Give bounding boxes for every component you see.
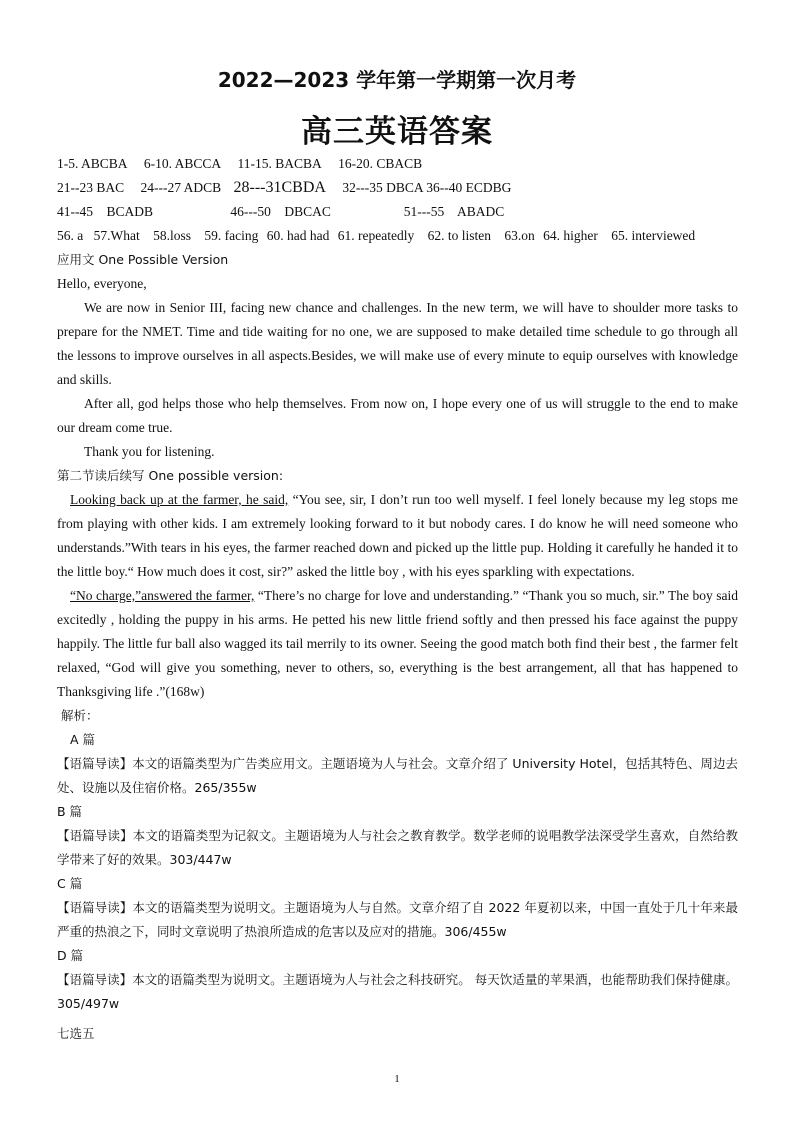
answer-title: 高三英语答案: [301, 114, 493, 150]
answer-item: 56. a: [57, 228, 84, 243]
answer-item: 64. higher: [543, 228, 598, 243]
section-d-text: 【语篇导读】本文的语篇类型为说明文。主题语境为人与社会之科技研究。 每天饮适量的苹果酒，也能帮助我们保持健康。305/497w: [57, 972, 738, 1011]
exam-title: 2022—2023 学年第一学期第一次月考: [217, 68, 577, 92]
seven-choose-five-label: 七选五: [57, 1026, 95, 1041]
writing1-paragraph-1: We are now in Senior III, facing new chance and challenges. In the new term, we will have to shoulder more tasks to prepare for the NMET. Time and tide waiting for no one, we are supposed to make detailed time schedule to go through all the lessons to improve ourselves in all aspects.Besides, we will make use of every minute to equip ourselves with knowledge and skills.: [57, 300, 738, 387]
answer-row-4: [57, 224, 738, 248]
analysis-label: 解析：: [61, 708, 99, 723]
paragraph-text: “There’s no charge for love and understanding.” “Thank you so much, sir.” The boy said excitedly , holding the puppy in his arms. He petted his new little friend softly and then pressed his face against the puppy happily. The little fur ball also wagged its tail merrily to its owner. Seeing the good match both find their best , the farmer felt relaxed, “God will give you something, never to others, so, everything is the best arrangement, all that has happened to Thanksgiving life .”(168w): [57, 588, 738, 699]
section-c-text: 【语篇导读】本文的语篇类型为说明文。主题语境为人与自然。文章介绍了自 2022 年夏初以来，中国一直处于几十年来最严重的热浪之下，同时文章说明了热浪所造成的危害以及应对的措施。306/455w: [57, 900, 738, 939]
section-b-text: 【语篇导读】本文的语篇类型为记叙文。主题语境为人与社会之教育教学。数学老师的说唱教学法深受学生喜欢，自然给教学带来了好的效果。303/447w: [57, 828, 738, 867]
section-a-title: A 篇: [70, 732, 96, 747]
section-d-title: D 篇: [57, 948, 84, 963]
answer-group: 6-10. ABCCA: [143, 156, 222, 171]
answer-group: 11-15. BACBA: [237, 156, 322, 171]
answer-group: 51---55 ABADC: [403, 204, 505, 219]
section-b-title: B 篇: [57, 804, 83, 819]
answer-row-1: [57, 152, 738, 176]
writing2-paragraph-2: [57, 584, 738, 704]
answer-group: 28---31CBDA: [233, 179, 326, 196]
answer-item: 61. repeatedly: [337, 228, 415, 243]
answer-item: 59. facing: [204, 228, 259, 243]
section-c-title: C 篇: [57, 876, 83, 891]
answer-item: 60. had had: [266, 228, 330, 243]
section-a-text: 【语篇导读】本文的语篇类型为广告类应用文。主题语境为人与社会。文章介绍了 University Hotel，包括其特色、周边去处、设施以及住宿价格。265/355w: [57, 756, 738, 795]
page-number: 1: [394, 1073, 400, 1085]
writing2-paragraph-1: [57, 488, 738, 584]
writing2-heading: 第二节读后续写 One possible version:: [57, 468, 284, 483]
answer-group: 46---50 DBCAC: [230, 204, 331, 219]
writing1-greeting: Hello, everyone,: [57, 276, 147, 291]
writing1-paragraph-2: After all, god helps those who help themselves. From now on, I hope every one of us will struggle to the end to make our dream come true.: [57, 396, 738, 435]
answer-group: 24---27 ADCB: [140, 180, 222, 195]
paragraph-text: “You see, sir, I don’t run too well myself. I feel lonely because my leg stops me from playing with other kids. I am extremely looking forward to it but nobody cares. I do know he will need someone who understands.”With tears in his eyes, the farmer reached down and picked up the little pup. Holding it carefully he handed it to the little boy.“ How much does it cost, sir?” asked the little boy , with his eyes sparkling with expectations.: [57, 492, 738, 579]
writing1-heading: 应用文 One Possible Version: [57, 252, 229, 267]
answer-item: 62. to listen: [427, 228, 491, 243]
answer-group: 21--23 BAC: [57, 180, 125, 195]
underlined-lead-2: “No charge,”answered the farmer,: [70, 588, 255, 603]
answer-row-2: [57, 176, 738, 200]
answer-item: 58.loss: [153, 228, 192, 243]
underlined-lead-1: Looking back up at the farmer, he said,: [70, 492, 289, 507]
answer-group: 16-20. CBACB: [338, 156, 423, 171]
answer-item: 65. interviewed: [611, 228, 696, 243]
document-body: [57, 152, 738, 1046]
answer-item: 57.What: [93, 228, 140, 243]
answer-group: 1-5. ABCBA: [57, 156, 128, 171]
answer-group: 41--45 BCADB: [57, 204, 154, 219]
writing1-paragraph-3: Thank you for listening.: [84, 444, 215, 459]
answer-row-3: [57, 200, 738, 224]
answer-group: 32---35 DBCA 36--40 ECDBG: [342, 180, 512, 195]
answer-item: 63.on: [504, 228, 535, 243]
